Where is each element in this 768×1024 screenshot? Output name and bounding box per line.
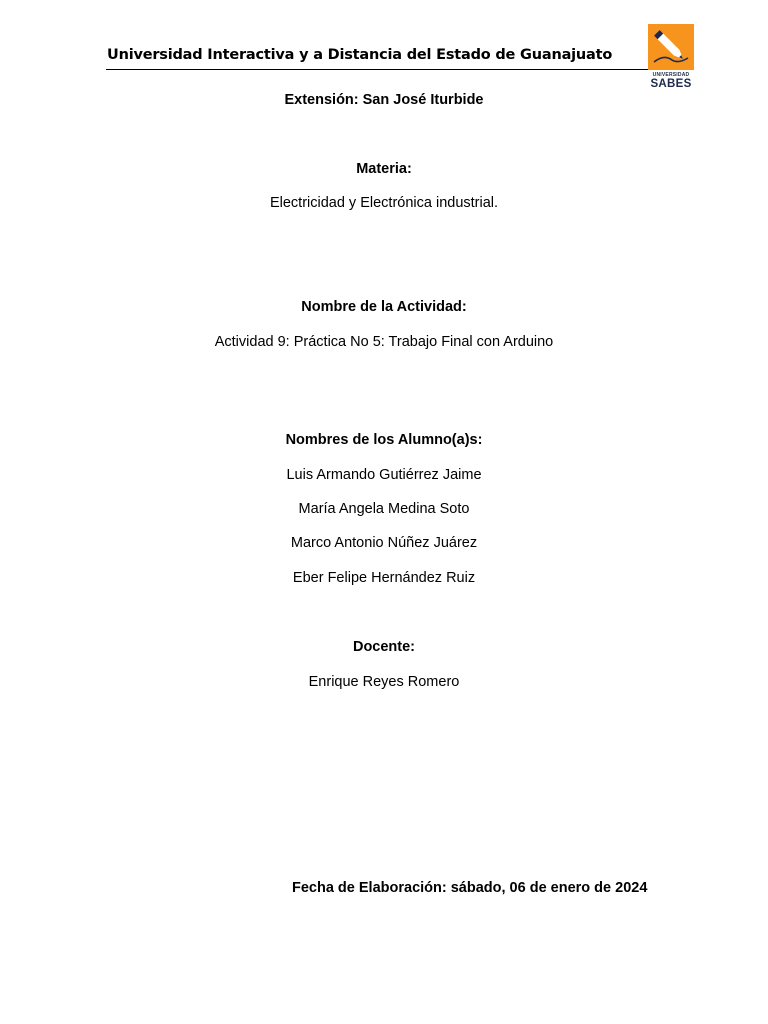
- student-name: Marco Antonio Núñez Juárez: [290, 535, 478, 551]
- activity-value: Actividad 9: Práctica No 5: Trabajo Final con Arduino: [214, 334, 554, 350]
- logo-sabes-text: SABES: [650, 78, 692, 90]
- student-name: María Angela Medina Soto: [298, 501, 470, 517]
- teacher-value: Enrique Reyes Romero: [308, 674, 460, 690]
- sabes-logo: [645, 24, 697, 92]
- student-name: Eber Felipe Hernández Ruiz: [292, 570, 476, 586]
- pencil-logo-icon: [648, 24, 694, 70]
- elaboration-date: Fecha de Elaboración: sábado, 06 de enero de 2024: [292, 880, 648, 896]
- header-divider: [106, 69, 662, 70]
- activity-heading: Nombre de la Actividad:: [301, 299, 467, 315]
- student-name: Luis Armando Gutiérrez Jaime: [286, 467, 482, 483]
- students-heading: Nombres de los Alumno(a)s:: [285, 432, 483, 448]
- teacher-heading: Docente:: [352, 639, 416, 655]
- campus-extension: Extensión: San José Iturbide: [284, 92, 484, 108]
- university-name: Universidad Interactiva y a Distancia del Estado de Guanajuato: [107, 47, 613, 63]
- subject-value: Electricidad y Electrónica industrial.: [269, 195, 499, 211]
- logo-university-text: UNIVERSIDAD: [652, 72, 690, 78]
- subject-heading: Materia:: [356, 161, 412, 177]
